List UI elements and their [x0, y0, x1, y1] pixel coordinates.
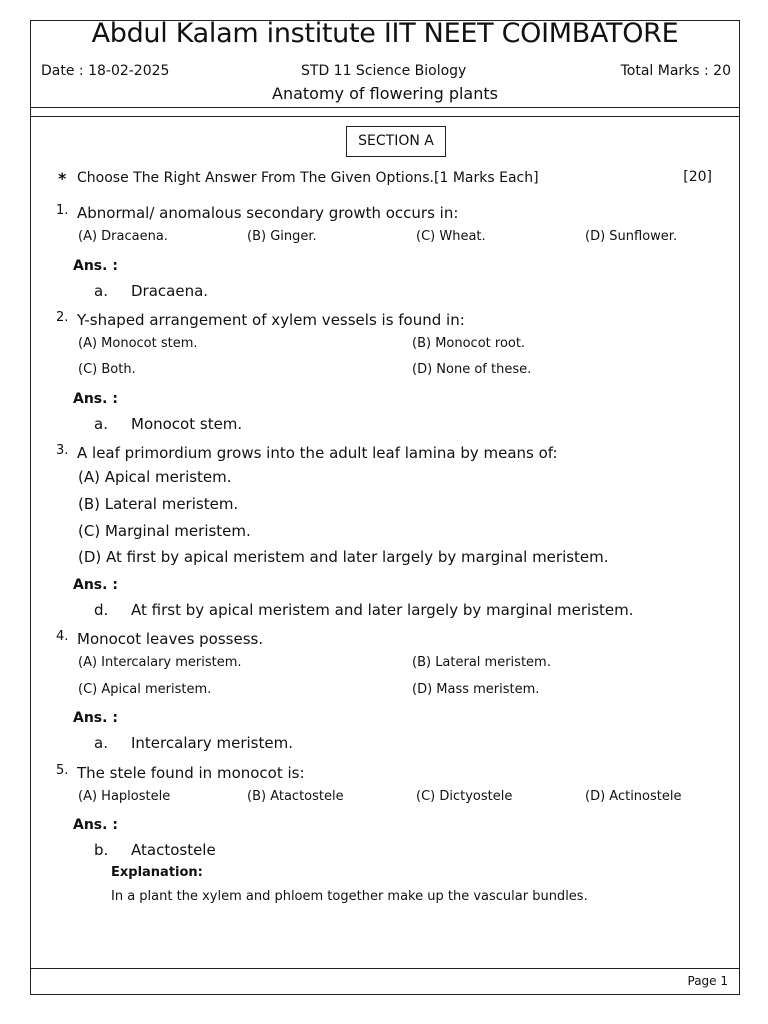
answer-letter: a.	[94, 734, 108, 752]
option-b: (B) Lateral meristem.	[412, 655, 551, 670]
option-b: (B) Atactostele	[247, 789, 344, 804]
option-a: (A) Dracaena.	[78, 229, 168, 244]
institute-title: Abdul Kalam institute IIT NEET COIMBATORE	[91, 18, 679, 49]
answer-text: At first by apical meristem and later largely by marginal meristem.	[131, 601, 634, 619]
option-c: (C) Wheat.	[416, 229, 486, 244]
answer-letter: a.	[94, 282, 108, 300]
answer-letter: d.	[94, 601, 109, 619]
option-c: (C) Dictyostele	[416, 789, 513, 804]
option-d: (D) At first by apical meristem and later largely by marginal meristem.	[78, 548, 609, 566]
header-divider	[30, 107, 740, 108]
question-text: Y-shaped arrangement of xylem vessels is found in:	[77, 311, 465, 329]
page-number: Page 1	[687, 974, 728, 988]
answer-text: Dracaena.	[131, 282, 209, 300]
option-a: (A) Intercalary meristem.	[78, 655, 242, 670]
footer-divider	[30, 968, 740, 969]
answer-text: Monocot stem.	[131, 415, 243, 433]
answer-letter: a.	[94, 415, 108, 433]
total-marks: Total Marks : 20	[620, 63, 731, 79]
question-text: A leaf primordium grows into the adult leaf lamina by means of:	[77, 444, 558, 462]
option-d: (D) Mass meristem.	[412, 682, 540, 697]
option-d: (D) Actinostele	[585, 789, 682, 804]
option-b: (B) Monocot root.	[412, 336, 526, 351]
option-a: (A) Monocot stem.	[78, 336, 198, 351]
option-b: (B) Ginger.	[247, 229, 317, 244]
question-text: Abnormal/ anomalous secondary growth occurs in:	[77, 204, 459, 222]
standard-subject: STD 11 Science Biology	[301, 63, 467, 79]
explanation-text: In a plant the xylem and phloem together make up the vascular bundles.	[111, 889, 588, 904]
answer-letter: b.	[94, 841, 109, 859]
question-text: Monocot leaves possess.	[77, 630, 264, 648]
answer-label: Ans. :	[73, 577, 118, 593]
option-a: (A) Apical meristem.	[78, 468, 232, 486]
answer-text: Atactostele	[131, 841, 216, 859]
section-instruction: Choose The Right Answer From The Given Options.[1 Marks Each]	[77, 170, 539, 186]
section-marks: [20]	[683, 169, 712, 185]
answer-label: Ans. :	[73, 258, 118, 274]
question-number: 4.	[56, 629, 69, 644]
option-c: (C) Apical meristem.	[78, 682, 212, 697]
chapter-title: Anatomy of flowering plants	[272, 84, 498, 103]
answer-text: Intercalary meristem.	[131, 734, 293, 752]
answer-label: Ans. :	[73, 391, 118, 407]
question-number: 3.	[56, 443, 69, 458]
answer-label: Ans. :	[73, 710, 118, 726]
section-label: SECTION A	[346, 126, 446, 157]
explanation-label: Explanation:	[111, 865, 203, 880]
option-c: (C) Both.	[78, 362, 136, 377]
header-divider-lower	[30, 116, 740, 117]
bullet-star: *	[58, 169, 67, 188]
question-number: 5.	[56, 763, 69, 778]
option-d: (D) None of these.	[412, 362, 532, 377]
option-a: (A) Haplostele	[78, 789, 171, 804]
exam-date: Date : 18-02-2025	[41, 63, 170, 79]
option-d: (D) Sunflower.	[585, 229, 678, 244]
question-number: 2.	[56, 310, 69, 325]
option-c: (C) Marginal meristem.	[78, 522, 251, 540]
option-b: (B) Lateral meristem.	[78, 495, 239, 513]
question-text: The stele found in monocot is:	[77, 764, 305, 782]
answer-label: Ans. :	[73, 817, 118, 833]
question-number: 1.	[56, 203, 69, 218]
